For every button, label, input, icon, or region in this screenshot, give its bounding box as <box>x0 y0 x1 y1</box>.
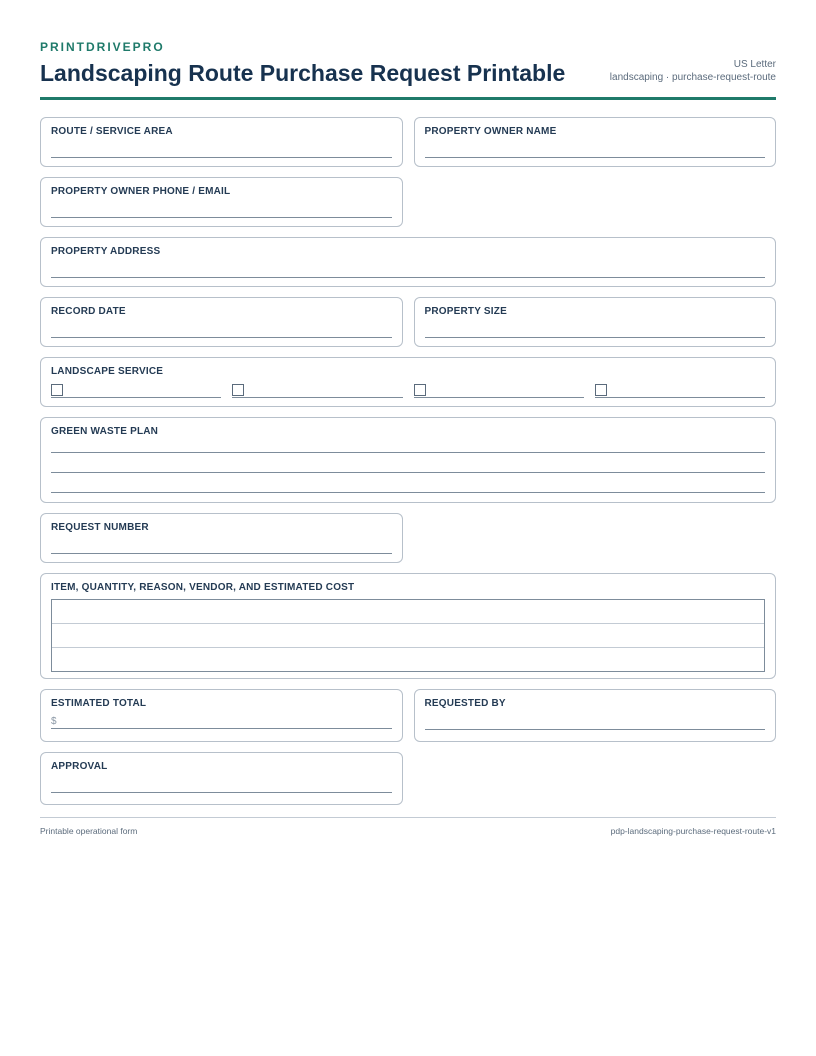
green-waste-line[interactable] <box>51 437 765 453</box>
service-option <box>414 382 584 398</box>
estimated-total-field <box>40 689 403 742</box>
owner-name-input-line[interactable] <box>425 137 766 158</box>
currency-symbol: $ <box>51 716 57 727</box>
approval-input-line[interactable] <box>51 772 392 793</box>
route-label: ROUTE / SERVICE AREA <box>51 126 173 137</box>
owner-contact-input-line[interactable] <box>51 197 392 218</box>
approval-field <box>40 752 403 805</box>
footer-rule <box>40 817 776 818</box>
service-option <box>232 382 402 398</box>
form-page <box>40 40 776 836</box>
header-rule <box>40 97 776 100</box>
green-waste-line[interactable] <box>51 473 765 493</box>
page-title: Landscaping Route Purchase Request Printable <box>40 60 566 86</box>
route-input-line[interactable] <box>51 137 392 158</box>
address-field <box>40 237 776 287</box>
property-size-field <box>414 297 777 347</box>
record-date-input-line[interactable] <box>51 317 392 338</box>
paper-size: US Letter <box>733 59 776 70</box>
property-size-input-line[interactable] <box>425 317 766 338</box>
address-input-line[interactable] <box>51 257 765 278</box>
service-option <box>51 382 221 398</box>
items-table-row[interactable] <box>52 624 764 648</box>
green-waste-field <box>40 417 776 503</box>
service-checkbox[interactable] <box>414 384 426 396</box>
green-waste-line[interactable] <box>51 453 765 473</box>
owner-contact-label: PROPERTY OWNER PHONE / EMAIL <box>51 186 231 197</box>
items-table-row[interactable] <box>52 600 764 624</box>
request-number-input-line[interactable] <box>51 533 392 554</box>
form-id: pdp-landscaping-purchase-request-route-v1 <box>610 826 776 836</box>
service-checkbox[interactable] <box>51 384 63 396</box>
owner-name-label: PROPERTY OWNER NAME <box>424 126 557 137</box>
footer-note: Printable operational form <box>40 826 138 836</box>
owner-name-field <box>414 117 777 167</box>
owner-contact-field <box>40 177 403 227</box>
service-option <box>595 382 765 398</box>
items-table-row[interactable] <box>52 648 764 671</box>
request-number-field <box>40 513 403 563</box>
header-meta <box>610 58 776 87</box>
requested-by-field <box>414 689 777 742</box>
service-checkbox[interactable] <box>232 384 244 396</box>
approval-label: APPROVAL <box>51 761 108 772</box>
service-checkbox[interactable] <box>595 384 607 396</box>
estimated-total-input-line[interactable] <box>51 709 392 729</box>
service-checkbox-row <box>51 382 765 398</box>
items-field <box>40 573 776 679</box>
record-date-field <box>40 297 403 347</box>
header-row <box>40 58 776 87</box>
landscape-service-field <box>40 357 776 407</box>
green-waste-label: GREEN WASTE PLAN <box>51 426 159 437</box>
property-size-label: PROPERTY SIZE <box>424 306 507 317</box>
address-label: PROPERTY ADDRESS <box>51 246 161 257</box>
estimated-total-label: ESTIMATED TOTAL <box>51 698 147 709</box>
requested-by-label: REQUESTED BY <box>424 698 506 709</box>
brand-name: PRINTDRIVEPRO <box>40 40 165 54</box>
footer <box>40 826 776 836</box>
items-label: ITEM, QUANTITY, REASON, VENDOR, AND ESTIMATED COST <box>51 582 355 593</box>
requested-by-input-line[interactable] <box>425 709 766 730</box>
record-date-label: RECORD DATE <box>51 306 126 317</box>
items-table <box>51 599 765 672</box>
landscape-service-label: LANDSCAPE SERVICE <box>51 366 164 377</box>
form-fields <box>40 117 776 815</box>
form-tags: landscaping · purchase-request-route <box>609 72 776 83</box>
request-number-label: REQUEST NUMBER <box>51 522 149 533</box>
route-field <box>40 117 403 167</box>
